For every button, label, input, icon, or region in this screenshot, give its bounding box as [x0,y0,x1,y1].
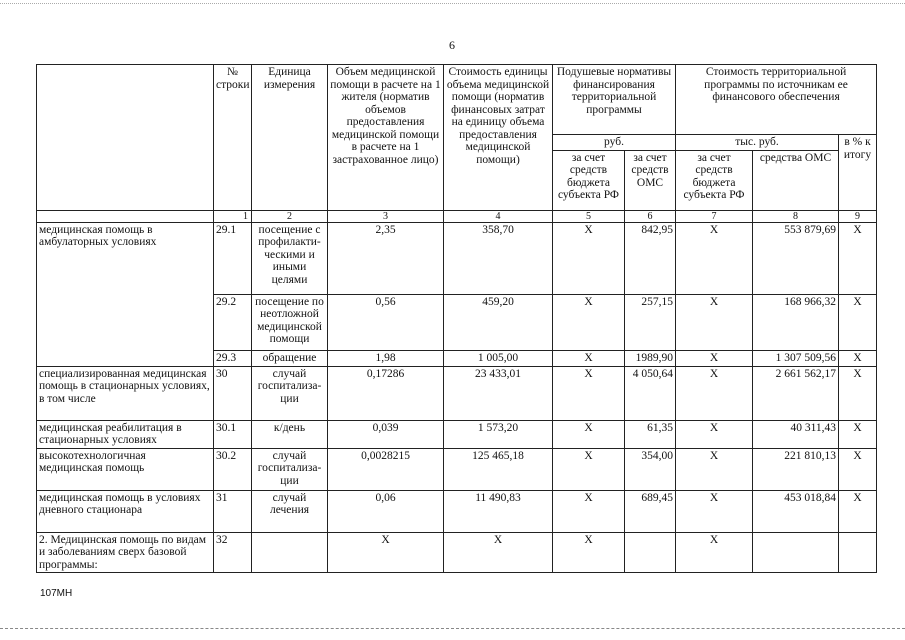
row-col6: 842,95 [625,222,676,294]
row-name: медицинская реабилитация в стационарных условиях [37,420,214,448]
row-name: высокотехнологичная медицинская помощь [37,448,214,490]
row-unit: случай госпитализа-ции [252,448,328,490]
row-no: 30 [214,366,252,420]
row-unit [252,532,328,573]
col-num-7: 7 [676,210,753,222]
row-col6: 1989,90 [625,350,676,366]
row-name: медицинская помощь в амбулаторных условиях [37,222,214,366]
header-per-capita: Подушевые нормативы финансирования территориальной программы [553,65,676,135]
row-volume: 2,35 [328,222,444,294]
row-col7: Х [676,294,753,350]
header-name-cell [37,65,214,211]
col-num-6: 6 [625,210,676,222]
col-num-1: 1 [214,210,252,222]
row-col5: Х [553,448,625,490]
header-oms-2: средства ОМС [753,150,839,210]
row-col6: 257,15 [625,294,676,350]
row-cost: 125 465,18 [444,448,553,490]
row-no: 30.2 [214,448,252,490]
header-row-no: № строки [214,65,252,211]
row-col7: Х [676,490,753,532]
row-volume: 0,06 [328,490,444,532]
row-volume: 1,98 [328,350,444,366]
row-col6: 61,35 [625,420,676,448]
header-rub: руб. [553,135,676,151]
row-cost: 459,20 [444,294,553,350]
row-no: 31 [214,490,252,532]
row-col5: Х [553,366,625,420]
row-col6: 689,45 [625,490,676,532]
row-col9: Х [839,448,877,490]
row-name: 2. Медицинская помощь по видам и заболеваниям сверх базовой программы: [37,532,214,573]
col-num-blank [37,210,214,222]
col-num-3: 3 [328,210,444,222]
footer-code: 107МН [40,588,73,599]
row-no: 29.1 [214,222,252,294]
row-col5: Х [553,420,625,448]
row-unit: к/день [252,420,328,448]
row-no: 29.2 [214,294,252,350]
row-unit: случай госпитализа-ции [252,366,328,420]
col-num-4: 4 [444,210,553,222]
row-unit: обращение [252,350,328,366]
table-row [37,448,877,490]
row-no: 29.3 [214,350,252,366]
row-cost: Х [444,532,553,573]
header-unit: Единица измерения [252,65,328,211]
row-col5: Х [553,222,625,294]
header-budget: за счет средств бюджета субъекта РФ [553,150,625,210]
row-volume: 0,0028215 [328,448,444,490]
header-cost: Стоимость единицы объема медицинской помощи (норматив финансовых затрат на единицу объема предоставления медицинской помощи) [444,65,553,211]
column-numbers-row [37,210,877,222]
row-col7: Х [676,350,753,366]
row-col8: 168 966,32 [753,294,839,350]
col-num-8: 8 [753,210,839,222]
row-name: специализированная медицинская помощь в стационарных условиях, в том числе [37,366,214,420]
row-col6: 4 050,64 [625,366,676,420]
header-budget-2: за счет средств бюджета субъекта РФ [676,150,753,210]
page-number: 6 [449,38,455,52]
row-cost: 11 490,83 [444,490,553,532]
top-scan-rule [0,3,905,4]
row-col7: Х [676,420,753,448]
bottom-scan-rule [0,628,905,629]
row-cost: 1 005,00 [444,350,553,366]
row-col5: Х [553,490,625,532]
row-cost: 358,70 [444,222,553,294]
row-col9: Х [839,490,877,532]
row-volume: Х [328,532,444,573]
row-unit: посещение с профилакти-ческими и иными целями [252,222,328,294]
row-no: 32 [214,532,252,573]
row-col8: 553 879,69 [753,222,839,294]
row-col9 [839,532,877,573]
row-volume: 0,56 [328,294,444,350]
row-cost: 23 433,01 [444,366,553,420]
header-oms: за счет средств ОМС [625,150,676,210]
header-row-1 [37,65,877,135]
row-col5: Х [553,350,625,366]
row-col6: 354,00 [625,448,676,490]
row-col7: Х [676,532,753,573]
header-thous-rub: тыс. руб. [676,135,839,151]
row-col9: Х [839,222,877,294]
row-col8: 221 810,13 [753,448,839,490]
table-row [37,222,877,294]
row-volume: 0,17286 [328,366,444,420]
row-col5: Х [553,532,625,573]
header-pct-total: в % к итогу [839,135,877,211]
row-col9: Х [839,294,877,350]
row-unit: случай лечения [252,490,328,532]
row-col8: 2 661 562,17 [753,366,839,420]
row-volume: 0,039 [328,420,444,448]
header-volume: Объем медицинской помощи в расчете на 1 жителя (норматив объемов предоставления медицинской помощи в расчете на 1 застрахованное лицо) [328,65,444,211]
header-program-cost: Стоимость территориальной программы по источникам ее финансового обеспечения [676,65,877,135]
row-col7: Х [676,366,753,420]
row-no: 30.1 [214,420,252,448]
row-col6 [625,532,676,573]
row-col8: 1 307 509,56 [753,350,839,366]
table-row [37,532,877,573]
row-col7: Х [676,448,753,490]
row-col9: Х [839,350,877,366]
table-row [37,420,877,448]
table-row [37,366,877,420]
col-num-2: 2 [252,210,328,222]
row-cost: 1 573,20 [444,420,553,448]
financing-table [36,64,877,573]
col-num-5: 5 [553,210,625,222]
row-col8: 453 018,84 [753,490,839,532]
col-num-9: 9 [839,210,877,222]
row-col9: Х [839,420,877,448]
row-name: медицинская помощь в условиях дневного стационара [37,490,214,532]
row-unit: посещение по неотложной медицинской помощи [252,294,328,350]
row-col5: Х [553,294,625,350]
row-col8 [753,532,839,573]
row-col9: Х [839,366,877,420]
row-col8: 40 311,43 [753,420,839,448]
row-col7: Х [676,222,753,294]
table-row [37,490,877,532]
